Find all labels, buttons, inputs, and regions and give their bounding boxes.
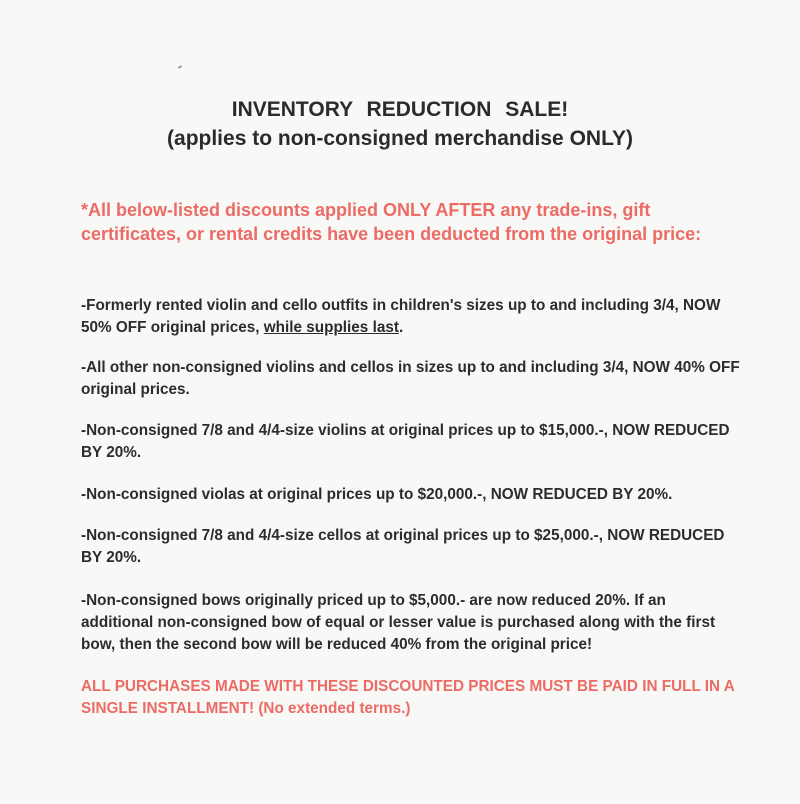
- discount-item-violas: -Non-consigned violas at original prices up to $20,000.-, NOW REDUCED BY 20%.: [81, 486, 673, 503]
- paper-speck: [178, 65, 182, 69]
- discount-item-rented-outfits: [81, 295, 741, 339]
- flyer-title: INVENTORY REDUCTION SALE!: [231, 98, 569, 121]
- discount-item-punct: .: [398, 319, 404, 336]
- discount-item-bows: -Non-consigned bows originally priced up to $5,000.- are now reduced 20%. If an additional non-consigned bow of equal or lesser value is purchased along with the first bow, then the second bow will be reduced 40% from the original price!: [81, 592, 716, 653]
- discount-item-text: -Formerly rented violin and cello outfits in children's sizes up to and including 3/4, NOW 50% OFF original prices,: [81, 297, 721, 336]
- discount-item-fractional-instruments: -All other non-consigned violins and cellos in sizes up to and including 3/4, NOW 40% OFF original prices.: [81, 359, 740, 398]
- flyer-subtitle: (applies to non-consigned merchandise ONLY): [167, 127, 633, 150]
- discount-item-cellos: -Non-consigned 7/8 and 4/4-size cellos at original prices up to $25,000.-, NOW REDUCED BY 20%.: [81, 527, 725, 566]
- supplies-note: while supplies last: [263, 319, 399, 336]
- discount-notice: *All below-listed discounts applied ONLY AFTER any trade-ins, gift certificates, or rental credits have been deducted from the original price:: [81, 200, 702, 244]
- discount-item-violins: -Non-consigned 7/8 and 4/4-size violins at original prices up to $15,000.-, NOW REDUCED BY 20%.: [81, 422, 730, 461]
- payment-terms: ALL PURCHASES MADE WITH THESE DISCOUNTED PRICES MUST BE PAID IN FULL IN A SINGLE INSTALLMENT! (No extended terms.): [81, 678, 735, 717]
